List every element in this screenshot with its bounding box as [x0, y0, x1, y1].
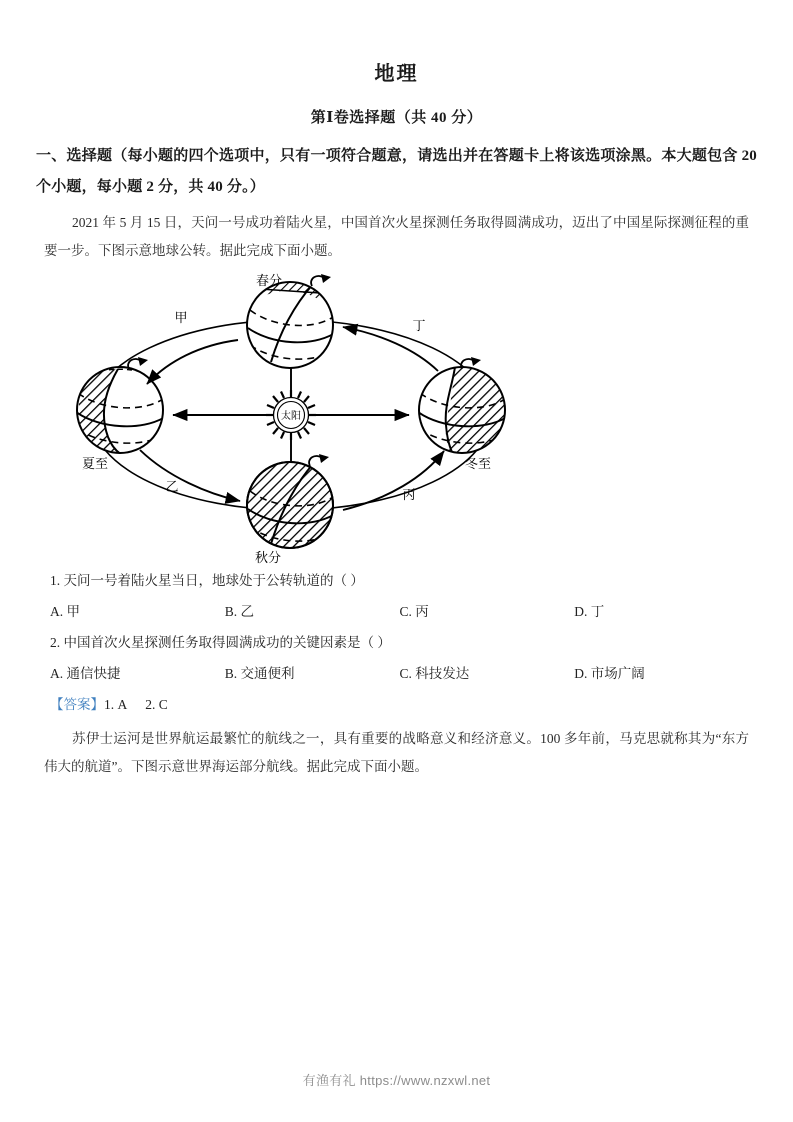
question-1-stem: 1. 天问一号着陆火星当日，地球处于公转轨道的（ ）	[50, 573, 364, 588]
sun-symbol	[266, 390, 316, 440]
label-spring-equinox: 春分	[255, 273, 283, 288]
arrow-ding	[343, 327, 438, 371]
question-2-option-b[interactable]: B. 交通便利	[224, 666, 295, 681]
label-summer-solstice: 夏至	[81, 456, 109, 471]
rotation-arrow-spring	[311, 274, 331, 286]
answer-item-2: 2. C	[145, 697, 168, 712]
answer-line	[0, 689, 793, 719]
rotation-arrow-autumn	[309, 454, 329, 466]
arc-label-ding: 丁	[412, 318, 426, 333]
question-1-option-d[interactable]: D. 丁	[574, 604, 605, 619]
section-heading: 一、选择题（每小题的四个选项中，只有一项符合题意，请选出并在答题卡上将该选项涂黑。本大题包含 20 个小题，每小题 2 分，共 40 分。）	[36, 148, 757, 195]
answer-tag: 【答案】	[50, 697, 104, 712]
question-1-option-c[interactable]: C. 丙	[399, 604, 429, 619]
page-title: 地理	[374, 63, 419, 85]
question-2-option-a[interactable]: A. 通信快捷	[50, 666, 121, 681]
arrow-yi	[140, 450, 240, 501]
volume-subtitle: 第Ⅰ卷选择题（共 40 分）	[310, 110, 483, 126]
question-list	[0, 565, 793, 689]
arc-label-jia: 甲	[174, 310, 188, 325]
answer-item-1: 1. A	[104, 697, 128, 712]
globe-summer-solstice	[76, 357, 165, 471]
question-1-options	[50, 596, 749, 627]
arrow-bing	[343, 451, 444, 510]
globe-spring-equinox	[247, 273, 335, 368]
question-2-options	[50, 658, 749, 689]
passage-one: 2021 年 5 月 15 日，天问一号成功着陆火星，中国首次火星探测任务取得圆满成功，迈出了中国星际探测征程的重要一步。下图示意地球公转。据此完成下面小题。	[44, 215, 749, 258]
arc-label-bing: 丙	[402, 487, 416, 502]
question-1-option-b[interactable]: B. 乙	[224, 604, 255, 619]
arc-label-yi: 乙	[165, 479, 179, 494]
globe-autumn-equinox	[247, 454, 335, 565]
label-autumn-equinox: 秋分	[254, 550, 282, 565]
earth-revolution-figure	[0, 265, 793, 565]
question-2-option-c[interactable]: C. 科技发达	[399, 666, 470, 681]
question-1-option-a[interactable]: A. 甲	[50, 604, 80, 619]
arrow-jia	[147, 340, 238, 384]
question-2-option-d[interactable]: D. 市场广阔	[574, 666, 645, 681]
passage-two: 苏伊士运河是世界航运最繁忙的航线之一，具有重要的战略意义和经济意义。100 多年前，马克思就称其为“东方伟大的航道”。下图示意世界海运部分航线。据此完成下面小题。	[44, 731, 749, 774]
question-2-stem: 2. 中国首次火星探测任务取得圆满成功的关键因素是（ ）	[50, 635, 391, 650]
globe-winter-solstice	[418, 357, 508, 471]
sun-label: 太阳	[281, 411, 301, 422]
footer-watermark: 有渔有礼 https://www.nzxwl.net	[302, 1073, 491, 1088]
label-winter-solstice: 冬至	[464, 456, 492, 471]
